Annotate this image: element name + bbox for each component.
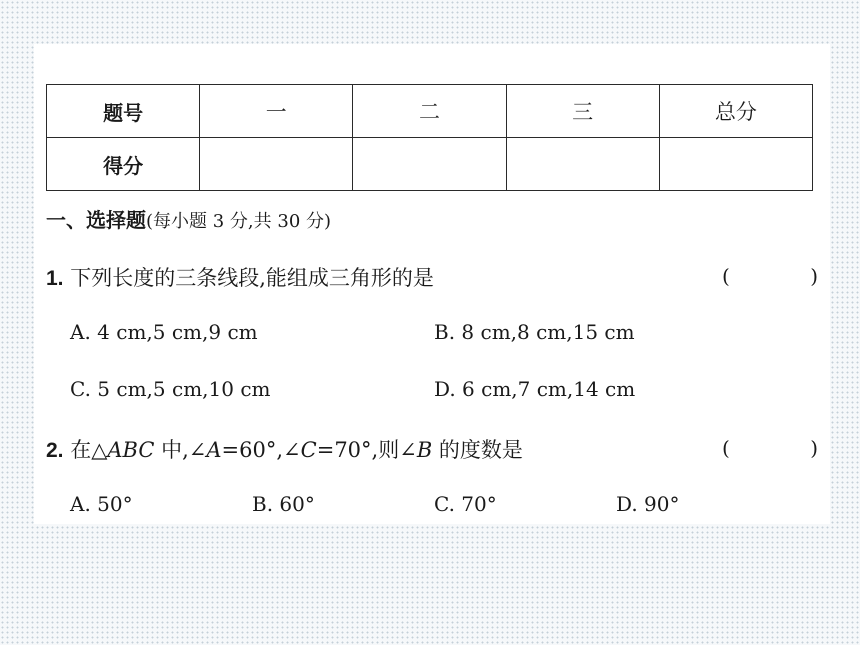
question-2-number: 2. — [46, 439, 64, 462]
question-2-answer-bracket[interactable] — [722, 436, 818, 460]
header-part-2: 二 — [353, 85, 506, 138]
header-question-number: 题号 — [47, 85, 200, 138]
exam-sheet — [34, 44, 830, 524]
score-row-label: 得分 — [47, 138, 200, 191]
question-2 — [46, 434, 818, 464]
section-title-main: 一、选择题 — [46, 208, 146, 232]
score-cell-total[interactable] — [659, 138, 812, 191]
question-1-answer-bracket[interactable] — [722, 264, 818, 288]
bracket-close: ) — [810, 264, 818, 288]
question-1 — [46, 262, 818, 292]
bracket-close: ) — [810, 436, 818, 460]
section-title-note: (每小题 3 分,共 30 分) — [146, 211, 332, 232]
score-cell-1[interactable] — [200, 138, 353, 191]
score-cell-3[interactable] — [506, 138, 659, 191]
header-part-3: 三 — [506, 85, 659, 138]
question-1-option-a[interactable]: A. 4 cm,5 cm,9 cm — [70, 320, 258, 344]
score-table-header-row — [47, 85, 813, 138]
question-2-option-b[interactable]: B. 60° — [252, 492, 315, 516]
score-cell-2[interactable] — [353, 138, 506, 191]
header-part-1: 一 — [200, 85, 353, 138]
header-total: 总分 — [659, 85, 812, 138]
question-1-option-c[interactable]: C. 5 cm,5 cm,10 cm — [70, 377, 271, 401]
question-2-option-c[interactable]: C. 70° — [434, 492, 497, 516]
section-title — [46, 204, 818, 233]
question-2-text: 在△ABC 中,∠A=60°,∠C=70°,则∠B 的度数是 — [70, 438, 523, 462]
question-1-number: 1. — [46, 267, 64, 290]
score-table-score-row — [47, 138, 813, 191]
score-table — [46, 84, 813, 191]
question-2-option-d[interactable]: D. 90° — [616, 492, 680, 516]
bracket-open: ( — [722, 264, 730, 288]
bracket-open: ( — [722, 436, 730, 460]
question-1-option-d[interactable]: D. 6 cm,7 cm,14 cm — [434, 377, 636, 401]
question-2-option-a[interactable]: A. 50° — [70, 492, 133, 516]
question-1-option-b[interactable]: B. 8 cm,8 cm,15 cm — [434, 320, 635, 344]
question-1-text: 下列长度的三条线段,能组成三角形的是 — [70, 266, 434, 290]
